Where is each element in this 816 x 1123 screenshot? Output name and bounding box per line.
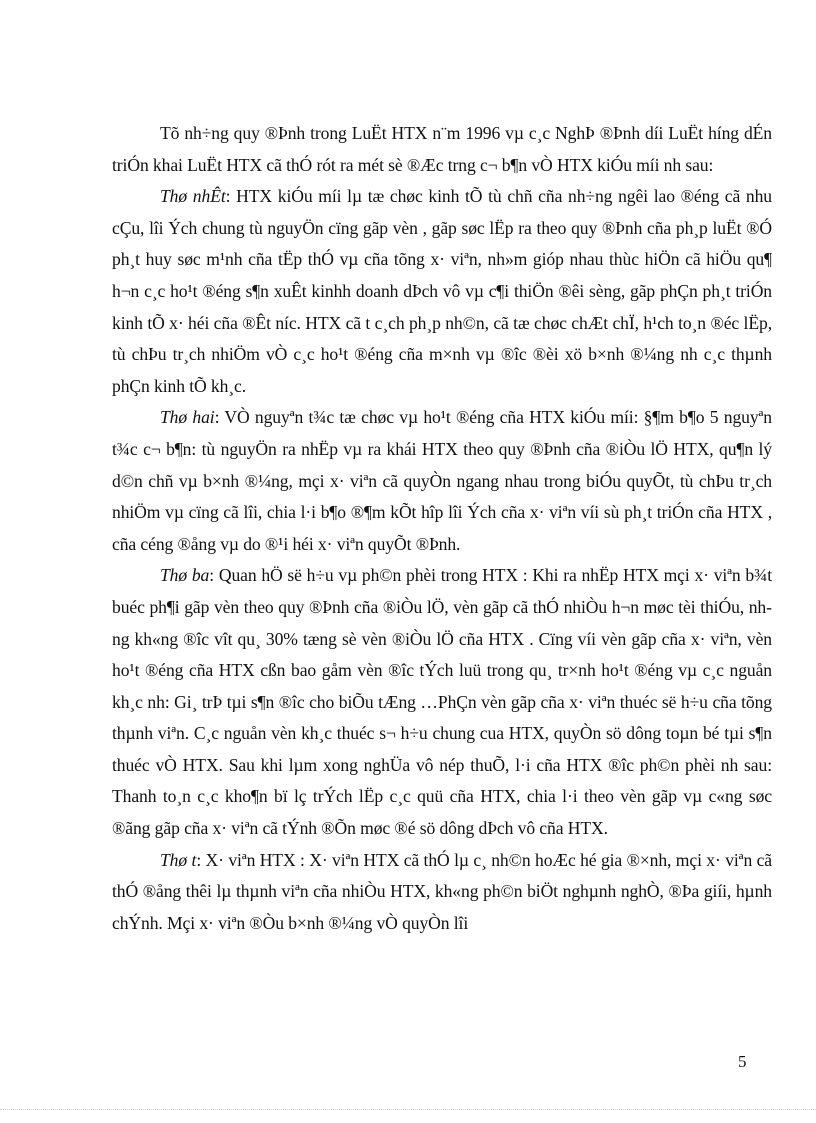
paragraph-first — [112, 181, 772, 402]
paragraph-third-heading: Thø ba — [160, 565, 210, 586]
body-text — [112, 118, 772, 939]
paragraph-intro-text: Tõ nh÷ng quy ®Þnh trong LuËt HTX n¨m 1996 vµ c¸c NghÞ ®Þnh díi LuËt híng dÉn triÓn khai LuËt HTX cã thÓ rót ra mét sè ®Æc trng c¬ b¶n vÒ HTX kiÓu míi nh sau: — [112, 123, 772, 175]
paragraph-first-text: : HTX kiÓu míi lµ tæ chøc kinh tÕ tù chñ cña nh÷ng ngêi lao ®éng cã nhu cÇu, lîi Ých chung tù nguyÖn cïng gãp vèn , gãp søc lËp ra theo quy ®Þnh cña ph¸p luËt ®Ó ph¸t huy søc m¹nh cña tËp thÓ vµ cña tõng x· viªn, nh»m gióp nhau thùc hiÖn cã hiÖu qu¶ h¬n c¸c ho¹t ®éng s¶n xuÊt kinhh doanh dÞch vô vµ c¶i thiÖn ®êi sèng, gãp phÇn ph¸t triÓn kinh tÕ x· héi cña ®Êt níc. HTX cã t c¸ch ph¸p nh©n, cã tæ chøc chÆt chÏ, h¹ch to¸n ®éc lËp, tù chÞu tr¸ch nhiÖm vÒ c¸c ho¹t ®éng cña m×nh vµ ®îc ®èi xö b×nh ®¼ng nh c¸c thµnh phÇn kinh tÕ kh¸c. — [112, 186, 772, 396]
page-number: 5 — [738, 1052, 747, 1071]
paragraph-intro — [112, 118, 772, 181]
paragraph-third-text: : Quan hÖ së h÷u vµ ph©n phèi trong HTX : Khi ra nhËp HTX mçi x· viªn b¾t buéc ph¶i gãp vèn theo quy ®Þnh cña ®iÒu lÖ, vèn gãp cã thÓ nhiÒu h¬n møc tèi thiÓu, nhng kh«ng ®îc vît qu¸ 30% tæng sè vèn ®iÒu lÖ cña HTX . Cïng víi vèn gãp cña x· viªn, vèn ho¹t ®éng cña HTX cßn bao gåm vèn ®îc tÝch luü trong qu¸ tr×nh ho¹t ®éng vµ c¸c nguån kh¸c nh: Gi¸ trÞ tµi s¶n ®îc cho biÕu tÆng …PhÇn vèn gãp cña x· viªn thuéc së h÷u cña tõng thµnh viªn. C¸c nguån vèn kh¸c thuéc s¬ h÷u chung cua HTX, quyÒn sö dông toµn bé tµi s¶n thuéc vÒ HTX. Sau khi lµm xong nghÜa vô nép thuÕ, l·i cña HTX ®îc ph©n phèi nh sau: Thanh to¸n c¸c kho¶n bï lç trÝch lËp c¸c quü cña HTX, chia l·i theo vèn gãp vµ c«ng søc ®ãng gãp cña x· viªn cã tÝnh ®Õn møc ®é sö dông dÞch vô cña HTX. — [112, 565, 772, 839]
paragraph-fourth-text: : X· viªn HTX : X· viªn HTX cã thÓ lµ c¸ nh©n hoÆc hé gia ®×nh, mçi x· viªn cã thÓ ®ång thêi lµ thµnh viªn cña nhiÒu HTX, kh«ng ph©n biÖt nghµnh nghÒ, ®Þa giíi, hµnh chÝnh. Mçi x· viªn ®Òu b×nh ®¼ng vÒ quyÒn lîi — [112, 849, 772, 933]
paragraph-third — [112, 560, 772, 844]
paragraph-second-text: : VÒ nguyªn t¾c tæ chøc vµ ho¹t ®éng cña HTX kiÓu míi: §¶m b¶o 5 nguyªn t¾c c¬ b¶n: tù nguyÖn ra nhËp vµ ra khái HTX theo quy ®Þnh cña ®iÒu lÖ HTX, qu¶n lý d©n chñ vµ b×nh ®¼ng, mçi x· viªn cã quyÒn ngang nhau trong biÓu quyÕt, tù chÞu tr¸ch nhiÖm vµ cïng cã lîi, chia l·i b¶o ®¶m kÕt hîp lîi Ých cña x· viªn víi sù ph¸t triÓn cña HTX , cña céng ®ång vµ do ®¹i héi x· viªn quyÕt ®Þnh. — [112, 407, 772, 554]
paragraph-first-heading: Thø nhÊt — [160, 186, 226, 207]
paragraph-second — [112, 402, 772, 560]
paragraph-second-heading: Thø hai — [160, 407, 215, 428]
paragraph-fourth-heading: Thø t — [160, 849, 197, 870]
page-bottom-divider — [0, 1109, 816, 1110]
paragraph-fourth — [112, 845, 772, 940]
